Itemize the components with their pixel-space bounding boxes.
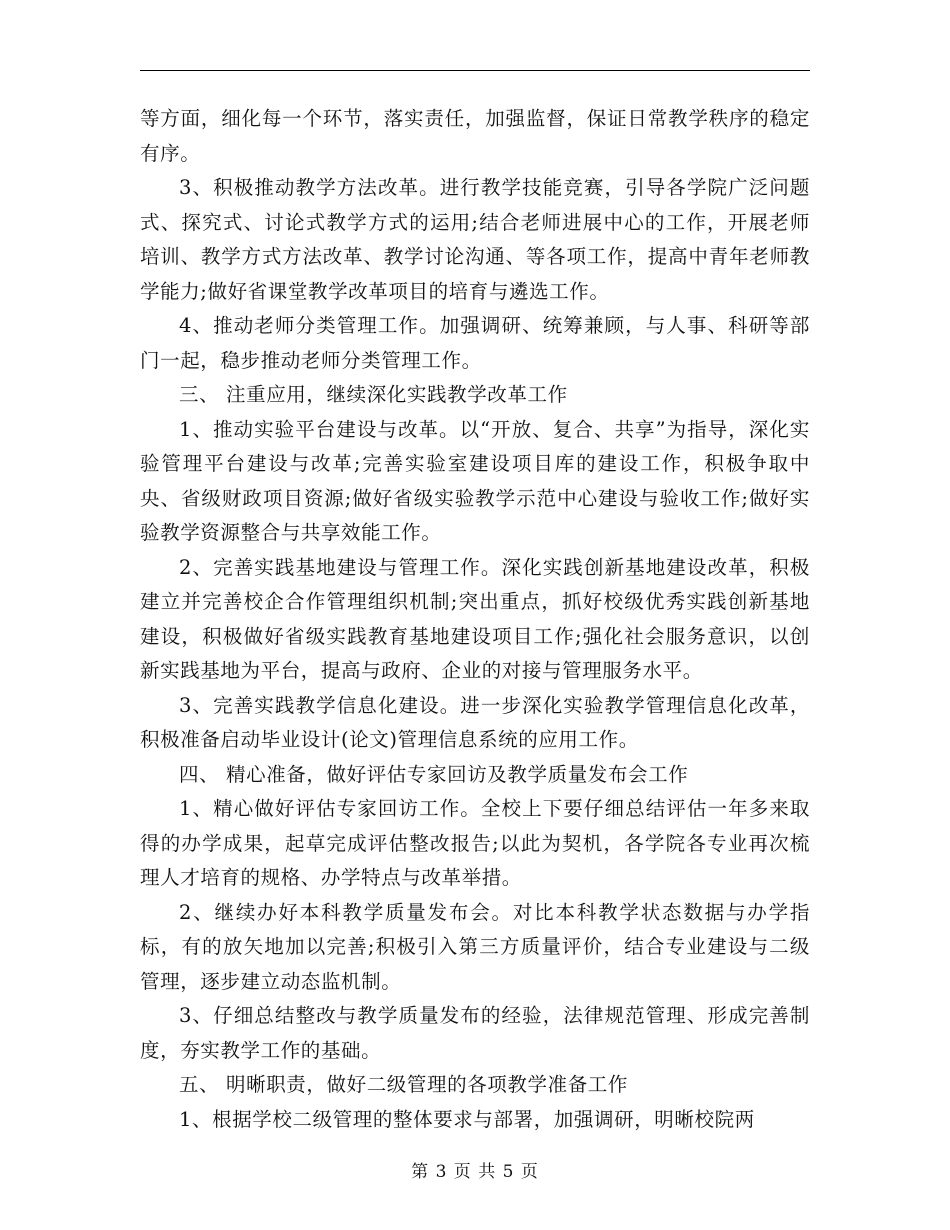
paragraph: 2、完善实践基地建设与管理工作。深化实践创新基地建设改革，积极建立并完善校企合作管理组织机制;突出重点，抓好校级优秀实践创新基地建设，积极做好省级实践教育基地建设项目工作;强化社会服务意识，以创新实践基地为平台，提高与政府、企业的对接与管理服务水平。 [140, 555, 810, 682]
paragraph: 3、完善实践教学信息化建设。进一步深化实验教学管理信息化改革，积极准备启动毕业设计(论文)管理信息系统的应用工作。 [140, 693, 810, 751]
paragraph: 3、仔细总结整改与教学质量发布的经验，法律规范管理、形成完善制度，夯实教学工作的基础。 [140, 1004, 810, 1062]
header-rule [140, 70, 810, 71]
section-heading: 五、 明晰职责，做好二级管理的各项教学准备工作 [179, 1073, 628, 1096]
paragraph: 1、推动实验平台建设与改革。以“开放、复合、共享”为指导，深化实验管理平台建设与改革;完善实验室建设项目库的建设工作，积极争取中央、省级财政项目资源;做好省级实验教学示范中心建设与验收工作;做好实验教学资源整合与共享效能工作。 [140, 417, 810, 544]
paragraph: 1、精心做好评估专家回访工作。全校上下要仔细总结评估一年多来取得的办学成果，起草完成评估整改报告;以此为契机，各学院各专业再次梳理人才培育的规格、办学特点与改革举措。 [140, 797, 810, 889]
paragraph: 等方面，细化每一个环节，落实责任，加强监督，保证日常教学秩序的稳定有序。 [140, 107, 810, 165]
paragraph: 1、根据学校二级管理的整体要求与部署，加强调研，明晰校院两 [179, 1107, 755, 1131]
page-number: 第 3 页 共 5 页 [411, 1162, 539, 1182]
paragraph: 2、继续办好本科教学质量发布会。对比本科教学状态数据与办学指标，有的放矢地加以完善;积极引入第三方质量评价，结合专业建设与二级管理，逐步建立动态监机制。 [140, 900, 810, 993]
section-heading: 四、 精心准备，做好评估专家回访及教学质量发布会工作 [179, 762, 689, 786]
paragraph: 4、推动老师分类管理工作。加强调研、统筹兼顾，与人事、科研等部门一起，稳步推动老师分类管理工作。 [140, 314, 810, 372]
section-heading: 三、 注重应用，继续深化实践教学改革工作 [179, 383, 568, 406]
document-body [140, 102, 810, 1137]
paragraph: 3、积极推动教学方法改革。进行教学技能竞赛，引导各学院广泛问题式、探究式、讨论式教学方式的运用;结合老师进展中心的工作，开展老师培训、教学方式方法改革、教学讨论沟通、等各项工作，提高中青年老师教学能力;做好省课堂教学改革项目的培育与遴选工作。 [140, 176, 810, 303]
